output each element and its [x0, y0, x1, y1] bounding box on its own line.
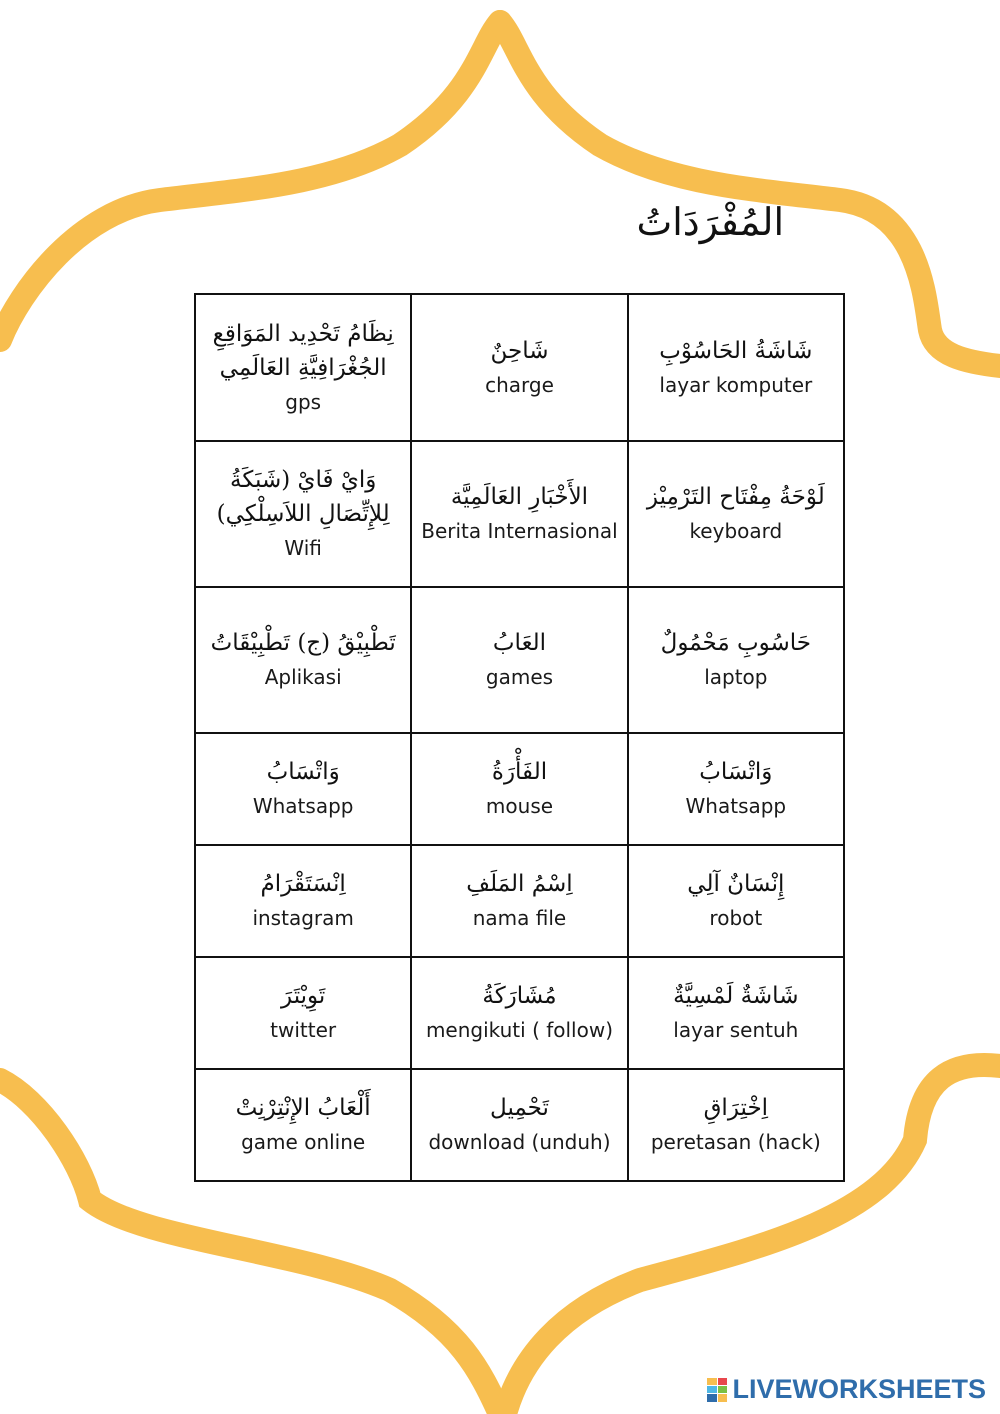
arabic-term: وَاتْسَابُ: [699, 759, 773, 785]
arabic-term: نِظَامُ تَحْدِيد المَوَاقِعِ الجُغْرَافِيَّةِ العَالَمِي: [212, 320, 394, 381]
arabic-term: اِنْسَتَقْرَامُ: [260, 871, 346, 897]
arabic-term: تَطْبِيْقُ (ج) تَطْبِيْقَاتُ: [210, 630, 396, 656]
translation: Berita Internasional: [421, 519, 618, 543]
table-cell: [195, 441, 411, 587]
arabic-term: الأَخْبَارِ العَالَمِيَّة: [450, 484, 589, 510]
translation: peretasan (hack): [650, 1130, 821, 1154]
arabic-term: اِسْمُ المَلَفِ: [466, 871, 573, 897]
arabic-term: شَاحِنٌ: [490, 337, 549, 364]
arabic-term: وَاتْسَابُ: [266, 759, 340, 785]
table-cell: [628, 587, 844, 733]
arabic-term: إِنْسَانٌ آلِي: [687, 871, 785, 897]
table-cell: [628, 957, 844, 1069]
translation: gps: [285, 389, 322, 414]
arabic-term: الفَأْرَةُ: [491, 759, 548, 785]
arabic-term: لَوْحَةُ مِفْتَاح التَرْمِيْز: [646, 484, 825, 510]
translation: Aplikasi: [264, 665, 342, 689]
table-row: [195, 733, 844, 845]
table-cell: [411, 441, 627, 587]
table-cell: [195, 294, 411, 441]
arabic-term: تَحْمِيل: [490, 1095, 549, 1121]
arabic-term: العَابُ: [492, 630, 547, 656]
arabic-term: مُشَارَكَةُ: [482, 983, 557, 1009]
table-row: [195, 957, 844, 1069]
table-cell: [195, 957, 411, 1069]
translation: layar sentuh: [673, 1018, 799, 1042]
translation: instagram: [252, 906, 354, 930]
table-cell: [195, 1069, 411, 1181]
translation: robot: [709, 906, 763, 930]
table-cell: [628, 733, 844, 845]
table-cell: [628, 441, 844, 587]
arabic-term: اِخْتِرَاقِ: [703, 1095, 769, 1121]
logo-text: LIVEWORKSHEETS: [732, 1374, 986, 1404]
translation: laptop: [704, 665, 768, 689]
translation: game online: [241, 1130, 366, 1154]
arabic-term: شَاشَةٌ لَمْسِيَّةٌ: [673, 983, 799, 1009]
translation: twitter: [270, 1018, 337, 1042]
table-cell: [195, 845, 411, 957]
translation: nama file: [472, 906, 567, 930]
translation: layar komputer: [659, 372, 813, 397]
table-row: [195, 441, 844, 587]
table-cell: [628, 845, 844, 957]
arabic-term: شَاشَةُ الحَاسُوْبِ: [659, 337, 813, 364]
table-cell: [411, 957, 627, 1069]
arabic-term: حَاسُوبِ مَحْمُولٌ: [660, 630, 812, 656]
table-row: [195, 845, 844, 957]
vocabulary-table: [194, 293, 845, 1182]
translation: Whatsapp: [252, 794, 354, 818]
translation: charge: [485, 372, 554, 397]
table-row: [195, 1069, 844, 1181]
translation: Wifi: [284, 536, 322, 560]
table-row: [195, 294, 844, 441]
table-cell: [411, 733, 627, 845]
translation: mouse: [485, 794, 554, 818]
liveworksheets-logo-icon: [707, 1378, 727, 1402]
arabic-term: أَلْعَابُ الإِنْتِرْنِتْ: [235, 1095, 371, 1121]
table-cell: [628, 294, 844, 441]
table-cell: [411, 294, 627, 441]
table-cell: [628, 1069, 844, 1181]
page-title: المُفْرَدَاتُ: [636, 200, 784, 244]
translation: Whatsapp: [685, 794, 787, 818]
arabic-term: تَوِيْتَرَ: [281, 983, 326, 1009]
translation: keyboard: [689, 519, 783, 543]
table-cell: [411, 845, 627, 957]
translation: mengikuti ( follow): [425, 1018, 614, 1042]
table-cell: [411, 1069, 627, 1181]
table-cell: [195, 587, 411, 733]
table-cell: [195, 733, 411, 845]
table-row: [195, 587, 844, 733]
translation: games: [485, 665, 554, 689]
table-cell: [411, 587, 627, 733]
arabic-term: وَايْ فَايْ (شَبَكَةُ لِلإِتِّصَالِ اللاَسِلْكِي): [216, 467, 390, 527]
translation: download (unduh): [428, 1130, 611, 1154]
liveworksheets-logo: [707, 1374, 986, 1405]
